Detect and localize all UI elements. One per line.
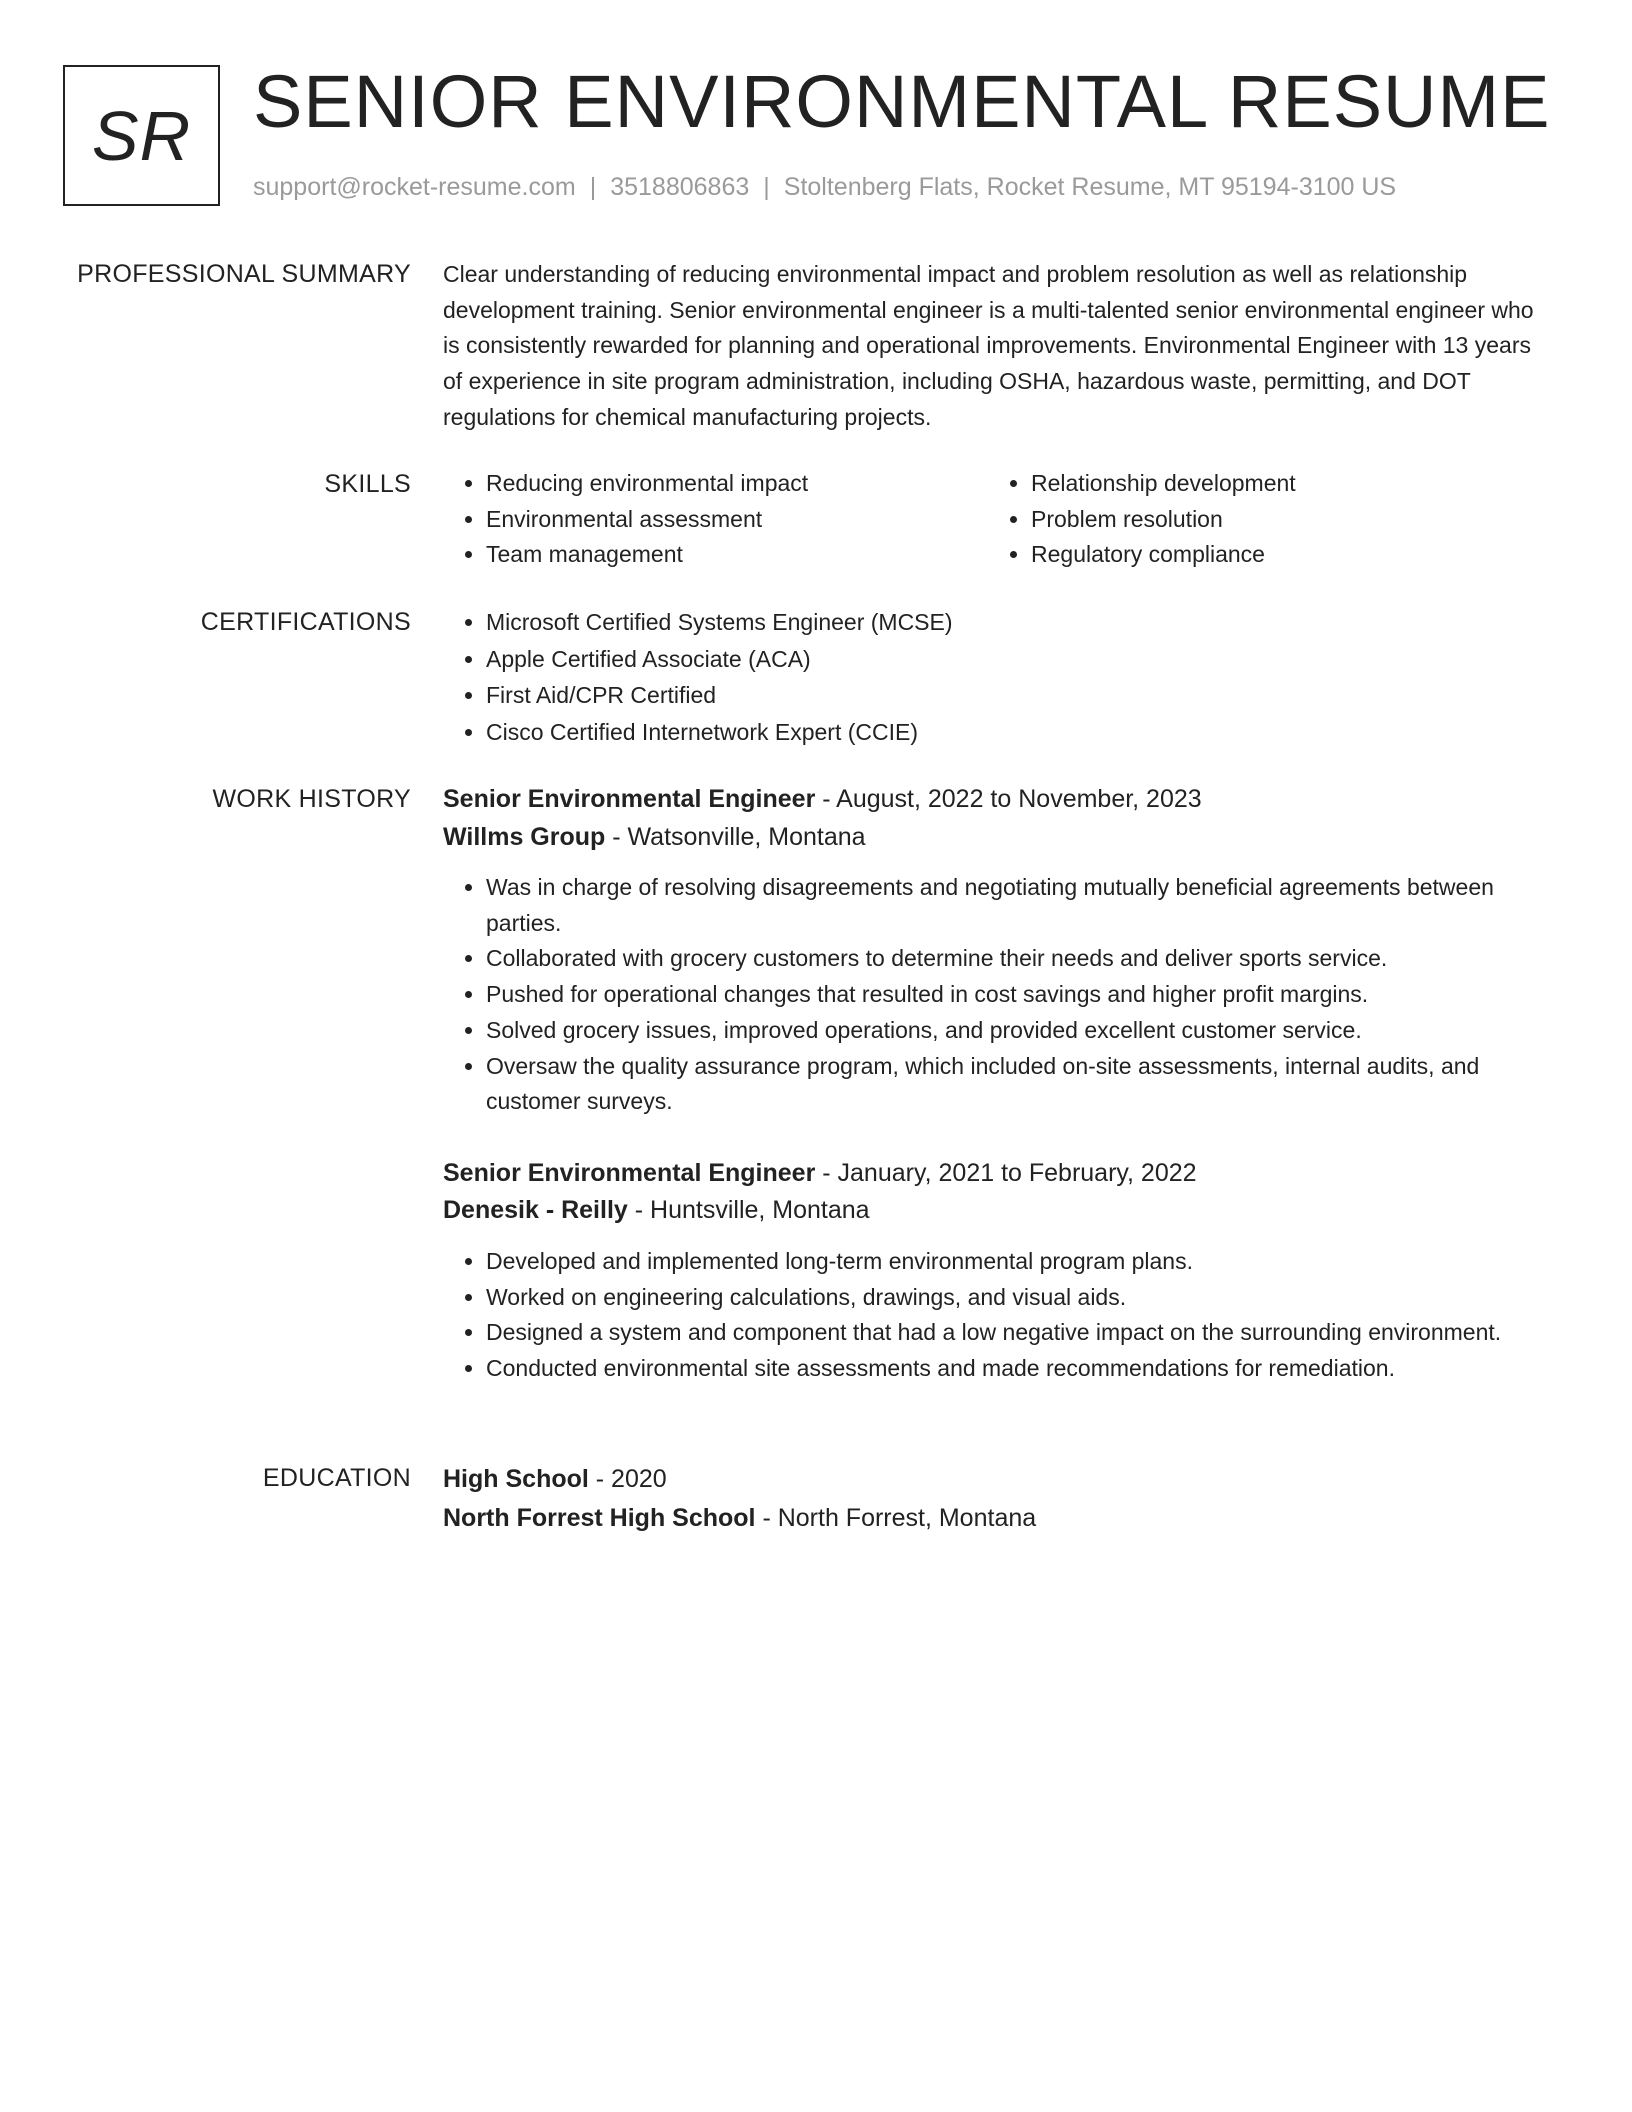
work-history-body	[443, 781, 1553, 1387]
skills-column-left	[443, 466, 988, 573]
education-body	[443, 1460, 1553, 1537]
skill-item: • Relationship development	[1031, 466, 1533, 502]
education-heading: EDUCATION	[262, 1464, 411, 1492]
job-bullets	[443, 1244, 1553, 1387]
skill-item: • Environmental assessment	[486, 502, 988, 538]
certifications-heading: CERTIFICATIONS	[200, 608, 411, 636]
job-company-line	[443, 819, 1553, 857]
education-degree: High School	[443, 1465, 589, 1493]
education-school: North Forrest High School	[443, 1503, 756, 1532]
skills-column-right	[988, 466, 1533, 573]
contact-address: Stoltenberg Flats, Rocket Resume, MT 95194-3100 US	[783, 173, 1397, 201]
skills-grid	[443, 466, 1553, 573]
job-dates: - January, 2021 to February, 2022	[815, 1158, 1197, 1187]
job-bullet: • Pushed for operational changes that resulted in cost savings and higher profit margins.	[486, 977, 1553, 1013]
education-year: - 2020	[588, 1465, 667, 1493]
job-bullet: • Was in charge of resolving disagreements and negotiating mutually beneficial agreements between parties.	[486, 870, 1553, 941]
job-company-line	[443, 1192, 1553, 1230]
summary-body	[443, 256, 1553, 436]
resume-header	[63, 60, 1563, 210]
job-location: - Watsonville, Montana	[605, 822, 866, 851]
job-title: Senior Environmental Engineer	[443, 785, 816, 813]
job-title-line	[443, 781, 1553, 819]
job-bullet: • Developed and implemented long-term environmental program plans.	[486, 1244, 1553, 1280]
job-bullets	[443, 870, 1553, 1120]
job-bullet: • Solved grocery issues, improved operations, and provided excellent customer service.	[486, 1013, 1553, 1049]
job-bullet: • Designed a system and component that had a low negative impact on the surrounding environment.	[486, 1315, 1553, 1351]
skill-item: • Regulatory compliance	[1031, 537, 1533, 573]
job-bullet: • Collaborated with grocery customers to determine their needs and deliver sports service.	[486, 941, 1553, 977]
job-bullet: • Conducted environmental site assessments and made recommendations for remediation.	[486, 1351, 1553, 1387]
job-company: Willms Group	[443, 822, 606, 851]
job-title: Senior Environmental Engineer	[443, 1158, 816, 1187]
contact-line	[253, 173, 1396, 202]
job-dates: - August, 2022 to November, 2023	[815, 785, 1202, 813]
education-degree-line	[443, 1460, 1553, 1499]
job-entry	[443, 1155, 1553, 1387]
skill-item: • Team management	[486, 537, 988, 573]
contact-separator: |	[589, 173, 597, 201]
job-title-line	[443, 1155, 1553, 1193]
contact-email: support@rocket-resume.com	[253, 173, 576, 201]
skill-item: • Problem resolution	[1031, 502, 1533, 538]
certification-item: • Microsoft Certified Systems Engineer (MCSE)	[486, 604, 1553, 641]
work-history-heading: WORK HISTORY	[212, 785, 411, 813]
certification-item: • Apple Certified Associate (ACA)	[486, 641, 1553, 678]
resume-title: SENIOR ENVIRONMENTAL RESUME	[253, 60, 1551, 143]
certification-item: • First Aid/CPR Certified	[486, 677, 1553, 714]
skill-item: • Reducing environmental impact	[486, 466, 988, 502]
job-bullet: • Worked on engineering calculations, drawings, and visual aids.	[486, 1280, 1553, 1316]
monogram-logo: SR	[63, 65, 220, 206]
summary-text: Clear understanding of reducing environmental impact and problem resolution as well as relationship development training. Senior environmental engineer is a multi-talented senior environmental engineer who is consistently rewarded for planning and operational improvements. Environmental Engineer with 13 years of experience in site program administration, including OSHA, hazardous waste, permitting, and DOT regulations for chemical manufacturing projects.	[443, 261, 1534, 430]
job-company: Denesik - Reilly	[443, 1196, 628, 1225]
contact-phone: 3518806863	[610, 173, 750, 201]
education-school-line	[443, 1499, 1553, 1538]
job-entry	[443, 781, 1553, 1120]
job-bullet: • Oversaw the quality assurance program, which included on-site assessments, internal audits, and customer surveys.	[486, 1049, 1553, 1120]
education-location: - North Forrest, Montana	[755, 1503, 1037, 1532]
certifications-body	[443, 604, 1553, 750]
summary-heading: PROFESSIONAL SUMMARY	[77, 260, 411, 288]
job-location: - Huntsville, Montana	[627, 1196, 870, 1225]
certification-item: • Cisco Certified Internetwork Expert (CCIE)	[486, 714, 1553, 751]
skills-heading: SKILLS	[324, 470, 411, 498]
contact-separator: |	[763, 173, 770, 201]
